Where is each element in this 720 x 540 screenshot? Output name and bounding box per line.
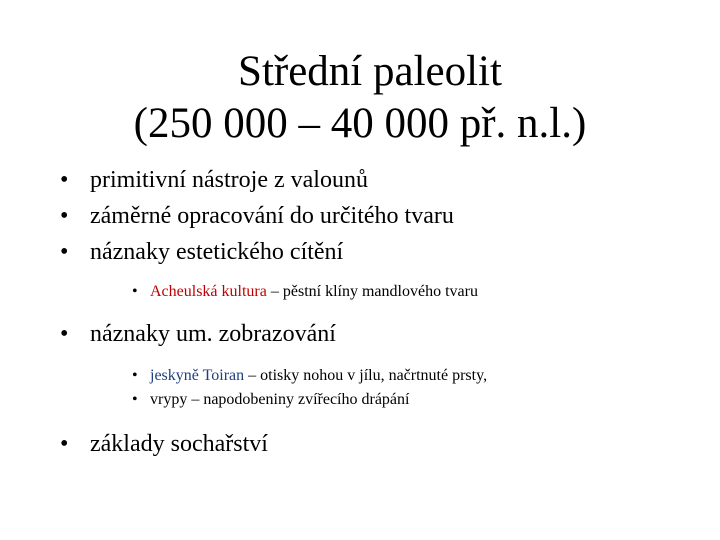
term-toiran: Toiran	[202, 367, 245, 384]
term-acheulean: Acheulská kultura	[150, 283, 267, 300]
bullet-text: primitivní nástroje z valounů	[90, 167, 368, 193]
bullet-item	[60, 234, 700, 270]
spacer	[60, 304, 700, 316]
sub-bullet-text: vrypy – napodobeniny zvířecího drápání	[150, 391, 410, 408]
title-line-1: Střední paleolit	[238, 48, 502, 95]
sub-bullet-text: – pěstní klíny mandlového tvaru	[266, 283, 478, 300]
bullet-item	[60, 316, 700, 352]
sub-bullet-prefix: jeskyně	[150, 367, 203, 384]
slide-title	[0, 46, 720, 150]
bullet-text: náznaky um. zobrazování	[90, 321, 336, 347]
bullet-dot: •	[60, 321, 69, 347]
sub-bullet-text: – otisky nohou v jílu, načrtnuté prsty,	[244, 367, 488, 384]
spacer	[60, 412, 700, 426]
sub-bullet-item	[60, 280, 700, 304]
bullet-dot: •	[60, 431, 69, 457]
sub-bullet-item	[60, 364, 700, 388]
bullet-item	[60, 162, 700, 198]
bullet-text: základy sochařství	[90, 431, 268, 457]
spacer	[60, 352, 700, 364]
bullet-dot: •	[60, 203, 69, 229]
sub-bullet-dot: •	[132, 391, 138, 408]
bullet-list	[60, 162, 700, 462]
spacer	[60, 270, 700, 280]
bullet-item	[60, 426, 700, 462]
sub-bullet-dot: •	[132, 367, 138, 384]
bullet-text: záměrné opracování do určitého tvaru	[90, 203, 454, 229]
bullet-text: náznaky estetického cítění	[90, 239, 344, 265]
bullet-item	[60, 198, 700, 234]
sub-bullet-dot: •	[132, 283, 138, 300]
sub-bullet-item	[60, 388, 700, 412]
bullet-dot: •	[60, 167, 69, 193]
bullet-dot: •	[60, 239, 69, 265]
title-line-2: (250 000 – 40 000 př. n.l.)	[133, 100, 587, 147]
